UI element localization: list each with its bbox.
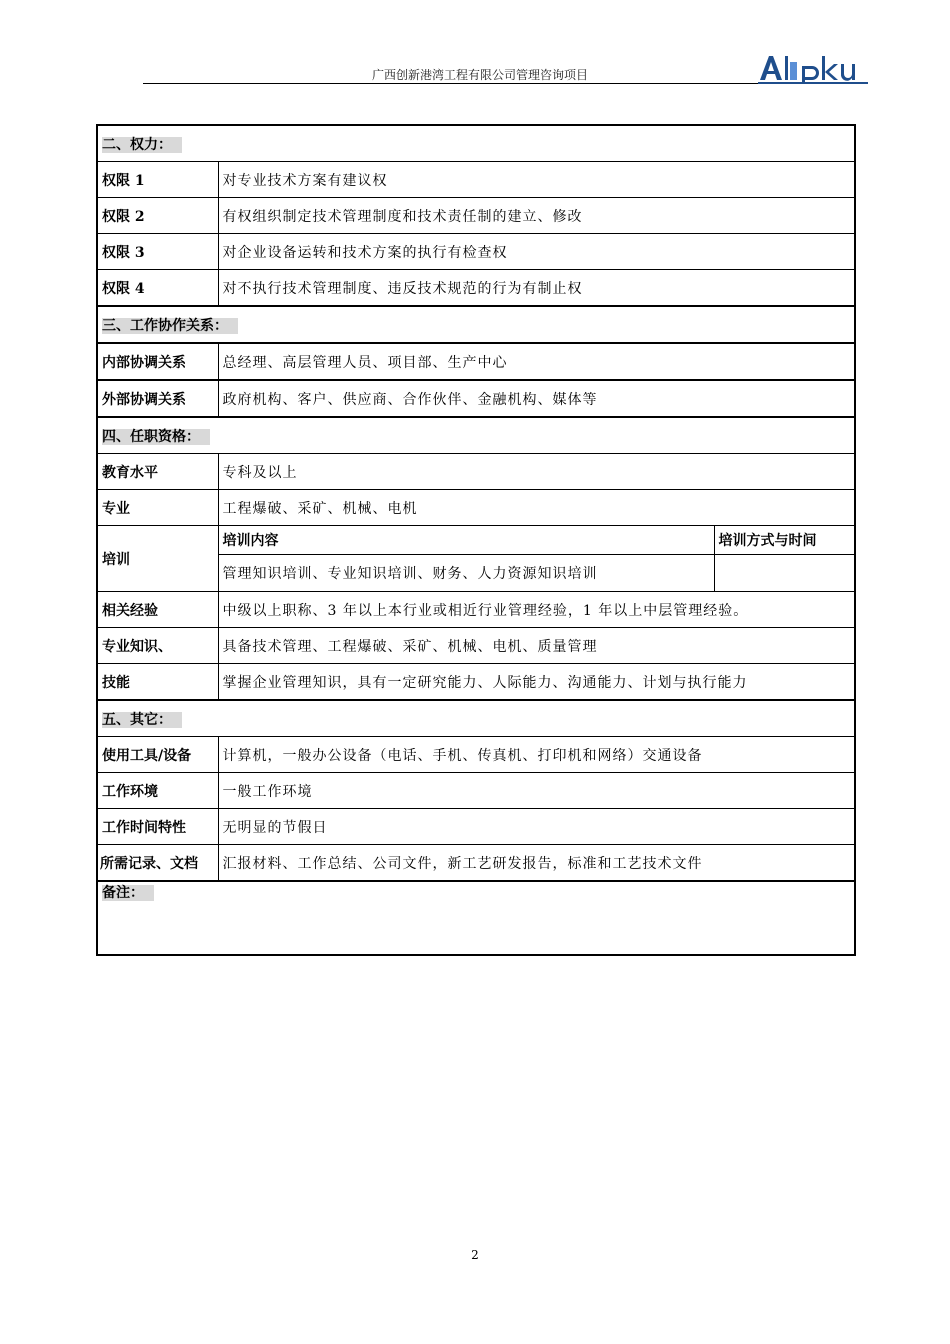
work-time-label: 工作时间特性: [97, 809, 218, 845]
table-row: [97, 845, 855, 882]
table-row: [97, 162, 855, 198]
major-value: 工程爆破、采矿、机械、电机: [218, 490, 855, 526]
power-3-label: 权限 3: [97, 234, 218, 270]
table-row: [97, 737, 855, 773]
section-others-header: [97, 700, 855, 737]
environment-label: 工作环境: [97, 773, 218, 809]
power-4-label: 权限 4: [97, 270, 218, 307]
header-rule: [143, 83, 808, 84]
table-row: [97, 526, 855, 555]
experience-value: 中级以上职称、3 年以上本行业或相近行业管理经验，1 年以上中层管理经验。: [218, 592, 855, 628]
training-content-value: 管理知识培训、专业知识培训、财务、人力资源知识培训: [218, 555, 714, 592]
company-logo: [758, 52, 870, 84]
environment-value: 一般工作环境: [218, 773, 855, 809]
table-row: [97, 198, 855, 234]
table-row: [97, 270, 855, 307]
external-relations-value: 政府机构、客户、供应商、合作伙伴、金融机构、媒体等: [218, 380, 855, 417]
power-2-label: 权限 2: [97, 198, 218, 234]
section-relations-header: [97, 306, 855, 343]
skills-value: 掌握企业管理知识，具有一定研究能力、人际能力、沟通能力、计划与执行能力: [218, 664, 855, 701]
training-label: 培训: [97, 526, 218, 592]
records-label: 所需记录、文档: [97, 845, 218, 882]
page-number: 2: [471, 1248, 479, 1262]
table-row: [97, 664, 855, 701]
job-description-table: [96, 124, 856, 956]
table-row: [97, 234, 855, 270]
skills-label: 技能: [97, 664, 218, 701]
table-row: [97, 809, 855, 845]
tools-value: 计算机，一般办公设备（电话、手机、传真机、打印机和网络）交通设备: [218, 737, 855, 773]
remarks-row: [97, 881, 855, 955]
section-others-title: 五、其它：: [102, 712, 182, 728]
table-row: [97, 454, 855, 490]
internal-relations-value: 总经理、高层管理人员、项目部、生产中心: [218, 343, 855, 380]
header-title: 广西创新港湾工程有限公司管理咨询项目: [371, 68, 588, 82]
table-row: [97, 773, 855, 809]
power-3-value: 对企业设备运转和技术方案的执行有检查权: [218, 234, 855, 270]
power-1-label: 权限 1: [97, 162, 218, 198]
experience-label: 相关经验: [97, 592, 218, 628]
section-powers-header: [97, 125, 855, 162]
logo-mark: [758, 52, 870, 84]
power-2-value: 有权组织制定技术管理制度和技术责任制的建立、修改: [218, 198, 855, 234]
section-relations-title: 三、工作协作关系：: [102, 318, 238, 334]
power-1-value: 对专业技术方案有建议权: [218, 162, 855, 198]
knowledge-label: 专业知识、: [97, 628, 218, 664]
knowledge-value: 具备技术管理、工程爆破、采矿、机械、电机、质量管理: [218, 628, 855, 664]
power-4-value: 对不执行技术管理制度、违反技术规范的行为有制止权: [218, 270, 855, 307]
tools-label: 使用工具/设备: [97, 737, 218, 773]
training-content-header: 培训内容: [218, 526, 714, 555]
work-time-value: 无明显的节假日: [218, 809, 855, 845]
table-row: [97, 592, 855, 628]
section-qualifications-header: [97, 417, 855, 454]
records-value: 汇报材料、工作总结、公司文件，新工艺研发报告，标准和工艺技术文件: [218, 845, 855, 882]
table-row: [97, 380, 855, 417]
external-relations-label: 外部协调关系: [97, 380, 218, 417]
major-label: 专业: [97, 490, 218, 526]
remarks-title: 备注：: [102, 885, 154, 901]
education-label: 教育水平: [97, 454, 218, 490]
table-row: [97, 628, 855, 664]
internal-relations-label: 内部协调关系: [97, 343, 218, 380]
section-powers-title: 二、权力：: [102, 137, 182, 153]
section-qualifications-title: 四、任职资格：: [102, 429, 210, 445]
table-row: [97, 343, 855, 380]
training-method-value: [714, 555, 855, 592]
training-method-header: 培训方式与时间: [714, 526, 855, 555]
education-value: 专科及以上: [218, 454, 855, 490]
table-row: [97, 490, 855, 526]
